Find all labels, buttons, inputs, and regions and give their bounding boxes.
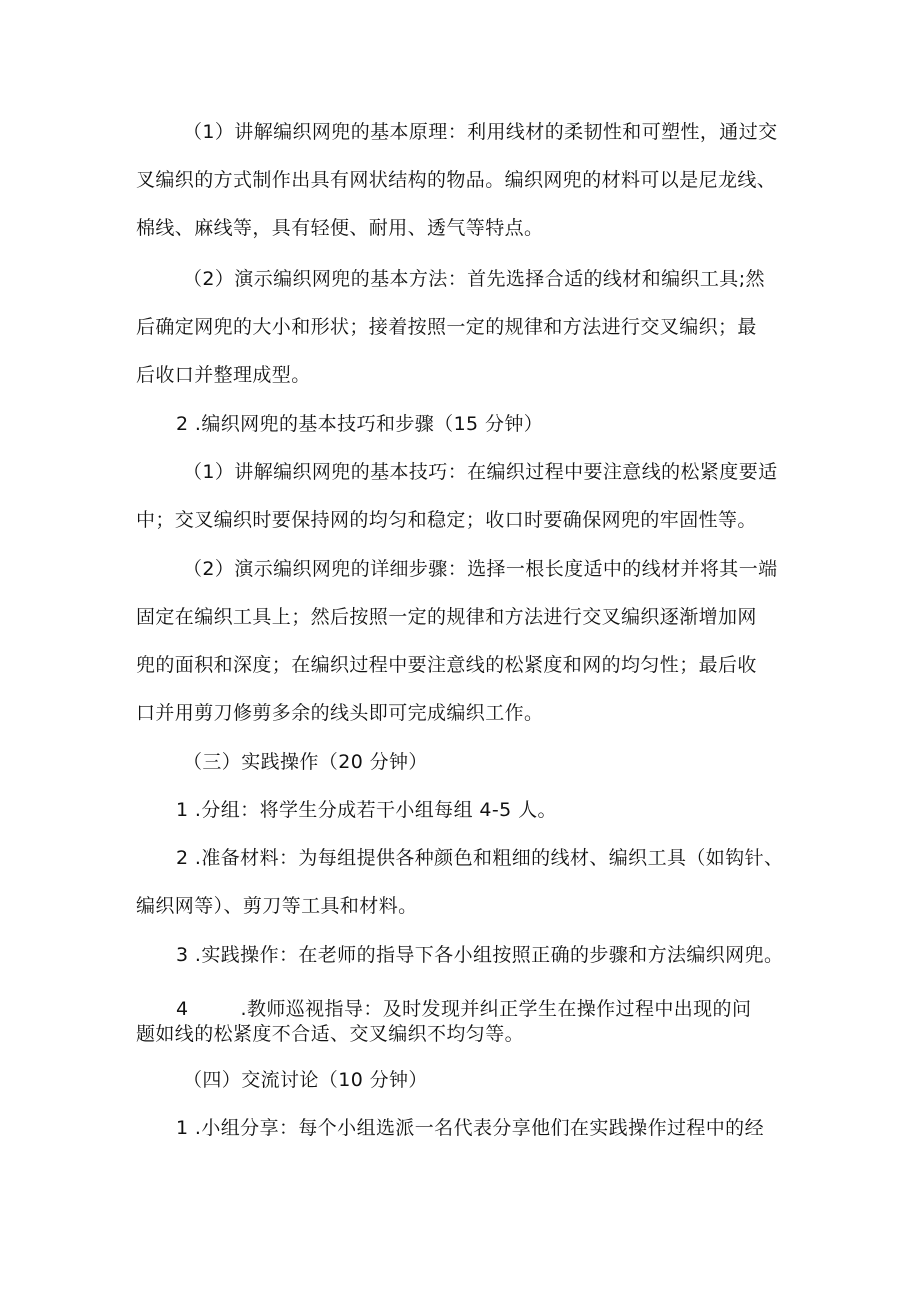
section-heading-discussion: （四）交流讨论（10 分钟） [183,1069,428,1091]
discussion-item-sharing: 1 .小组分享：每个小组选派一名代表分享他们在实践操作过程中的经 [176,1117,764,1139]
paragraph-principle-line-2: 叉编织的方式制作出具有网状结构的物品。编织网兜的材料可以是尼龙线、 [136,169,777,191]
practice-item-guidance-line-1 [176,997,751,1021]
practice-item-operation: 3 .实践操作：在老师的指导下各小组按照正确的步骤和方法编织网兜。 [176,944,784,966]
paragraph-principle-line-1: （1）讲解编织网兜的基本原理：利用线材的柔韧性和可塑性，通过交 [183,121,778,143]
paragraph-steps-line-4: 口并用剪刀修剪多余的线头即可完成编织工作。 [136,702,544,724]
paragraph-skills-line-2: 中；交叉编织时要保持网的均匀和稳定；收口时要确保网兜的牢固性等。 [136,509,757,531]
practice-item-materials-line-1: 2 .准备材料：为每组提供各种颜色和粗细的线材、编织工具（如钩针、 [176,847,784,869]
paragraph-steps-line-3: 兜的面积和深度；在编织过程中要注意线的松紧度和网的均匀性；最后收 [136,654,757,676]
practice-item-materials-line-2: 编织网等）、剪刀等工具和材料。 [136,895,418,917]
paragraph-steps-line-1: （2）演示编织网兜的详细步骤：选择一根长度适中的线材并将其一端 [183,558,778,580]
practice-item-guidance-number: 4 [176,998,189,1020]
paragraph-principle-line-3: 棉线、麻线等，具有轻便、耐用、透气等特点。 [136,217,544,239]
section-heading-practice: （三）实践操作（20 分钟） [183,751,428,773]
paragraph-steps-line-2: 固定在编织工具上；然后按照一定的规律和方法进行交叉编织逐渐增加网 [136,606,757,628]
practice-item-grouping: 1 .分组：将学生分成若干小组每组 4-5 人。 [176,799,557,821]
paragraph-method-line-2: 后确定网兜的大小和形状；接着按照一定的规律和方法进行交叉编织；最 [136,316,757,338]
practice-item-guidance-line-2: 题如线的松紧度不合适、交叉编织不均匀等。 [136,1023,525,1045]
practice-item-guidance-text: .教师巡视指导：及时发现并纠正学生在操作过程中出现的问 [240,998,752,1020]
paragraph-skills-line-1: （1）讲解编织网兜的基本技巧：在编织过程中要注意线的松紧度要适 [183,461,778,483]
paragraph-method-line-3: 后收口并整理成型。 [136,364,311,386]
section-heading-skills: 2 .编织网兜的基本技巧和步骤（15 分钟） [176,413,544,435]
paragraph-method-line-1: （2）演示编织网兜的基本方法：首先选择合适的线材和编织工具;然 [183,268,765,290]
